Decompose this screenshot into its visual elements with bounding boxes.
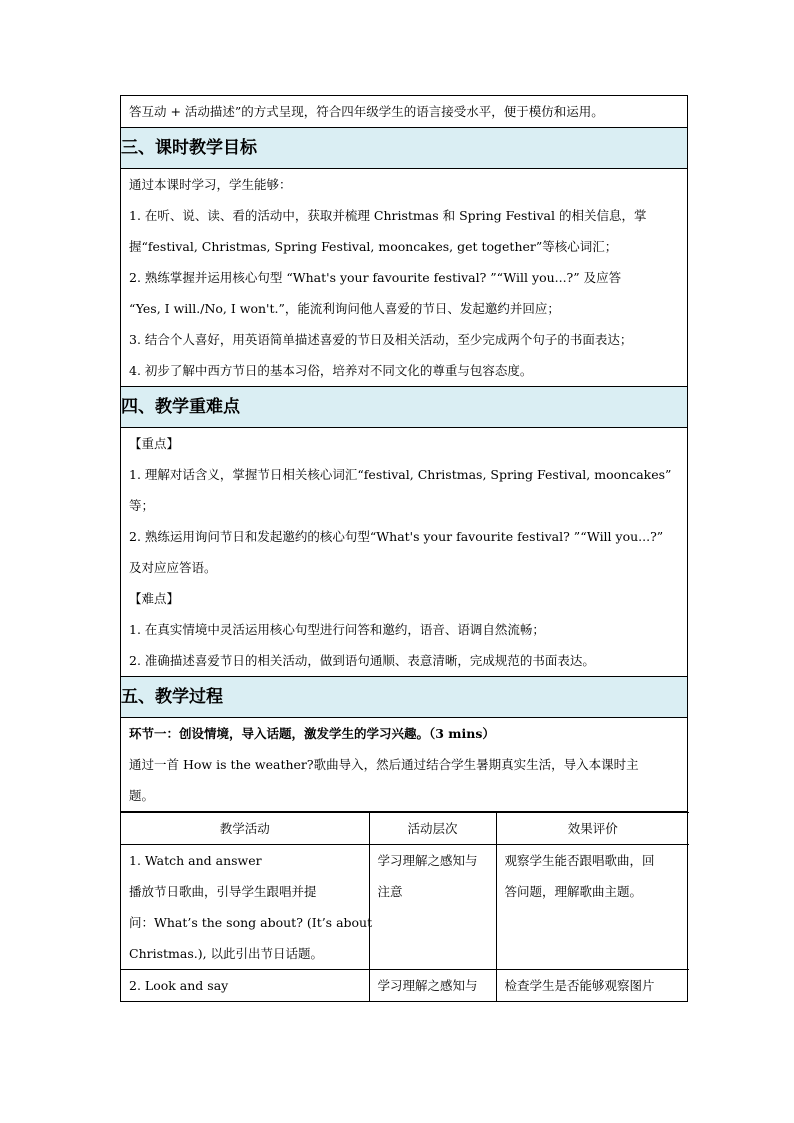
level-text: 注意 <box>377 884 403 899</box>
intro-cell <box>121 96 688 128</box>
step1-line: 通过一首 How is the weather?歌曲导入，然后通过结合学生暑期真实生活，导入本课时主 <box>129 757 639 772</box>
table-row <box>121 845 689 970</box>
lesson-plan-table <box>120 95 688 1002</box>
objective-line: 1. 在听、说、读、看的活动中，获取并梳理 Christmas 和 Spring Festival 的相关信息，掌 <box>129 208 647 223</box>
section5-heading: 五、教学过程 <box>121 677 688 718</box>
objective-line: 握“festival, Christmas, Spring Festival, mooncakes, get together”等核心词汇； <box>129 239 618 254</box>
evaluation-cell <box>496 970 689 1002</box>
level-text: 学习理解之感知与 <box>377 853 478 868</box>
key-point-line: 2. 熟练运用询问节日和发起邀约的核心句型“What's your favourite festival? ”“Will you...?” <box>129 529 664 544</box>
level-cell <box>369 970 496 1002</box>
level-text: 学习理解之感知与 <box>377 978 478 993</box>
section4-heading: 四、教学重难点 <box>121 387 688 428</box>
section3-heading: 三、课时教学目标 <box>121 128 688 169</box>
activity-cell <box>121 970 369 1002</box>
evaluation-cell <box>496 845 689 970</box>
key-point-line: 1. 理解对话含义，掌握节日相关核心词汇“festival, Christmas, Spring Festival, mooncakes” <box>129 467 672 482</box>
objective-line: 4. 初步了解中西方节日的基本习俗，培养对不同文化的尊重与包容态度。 <box>129 363 533 378</box>
evaluation-text: 观察学生能否跟唱歌曲，回 <box>504 853 655 868</box>
activity-text: 问：What’s the song about? (It’s about <box>129 915 373 930</box>
step1-title: 环节一：创设情境，导入话题，激发学生的学习兴趣。（3 mins） <box>129 726 495 741</box>
column-header: 活动层次 <box>369 813 496 845</box>
objective-line: “Yes, I will./No, I won't.”，能流利询问他人喜爱的节日、发起邀约并回应； <box>129 301 560 316</box>
step1-line: 题。 <box>129 788 155 803</box>
section4-body <box>121 428 688 677</box>
activity-text: 1. Watch and answer <box>129 853 262 868</box>
activity-table <box>121 812 689 1001</box>
key-point-line: 等； <box>129 498 155 513</box>
key-point-line: 【重点】 <box>129 436 180 451</box>
column-header: 教学活动 <box>121 813 369 845</box>
table-row <box>121 970 689 1002</box>
difficulty-line: 1. 在真实情境中灵活运用核心句型进行问答和邀约，语音、语调自然流畅； <box>129 622 545 637</box>
section3-body <box>121 169 688 387</box>
activity-text: 播放节日歌曲，引导学生跟唱并提 <box>129 884 317 899</box>
evaluation-text: 答问题，理解歌曲主题。 <box>504 884 643 899</box>
activity-table-cell <box>121 812 688 1002</box>
column-header: 效果评价 <box>496 813 689 845</box>
activity-text: 2. Look and say <box>129 978 229 993</box>
activity-text: Christmas.), 以此引出节日话题。 <box>129 946 324 961</box>
objective-line: 3. 结合个人喜好，用英语简单描述喜爱的节日及相关活动，至少完成两个句子的书面表达； <box>129 332 633 347</box>
evaluation-text: 检查学生是否能够观察图片 <box>504 978 655 993</box>
objective-line: 通过本课时学习，学生能够： <box>129 177 292 192</box>
section5-step1 <box>121 718 688 812</box>
level-cell <box>369 845 496 970</box>
key-point-line: 及对应应答语。 <box>129 560 217 575</box>
intro-line: 答互动 + 活动描述”的方式呈现，符合四年级学生的语言接受水平，便于模仿和运用。 <box>129 104 604 119</box>
activity-table-header <box>121 813 689 845</box>
difficulty-line: 【难点】 <box>129 591 180 606</box>
activity-cell <box>121 845 373 970</box>
lesson-plan-document <box>120 95 688 1002</box>
difficulty-line: 2. 准确描述喜爱节日的相关活动，做到语句通顺、表意清晰，完成规范的书面表达。 <box>129 653 595 668</box>
objective-line: 2. 熟练掌握并运用核心句型 “What's your favourite festival? ”“Will you...?” 及应答 <box>129 270 622 285</box>
